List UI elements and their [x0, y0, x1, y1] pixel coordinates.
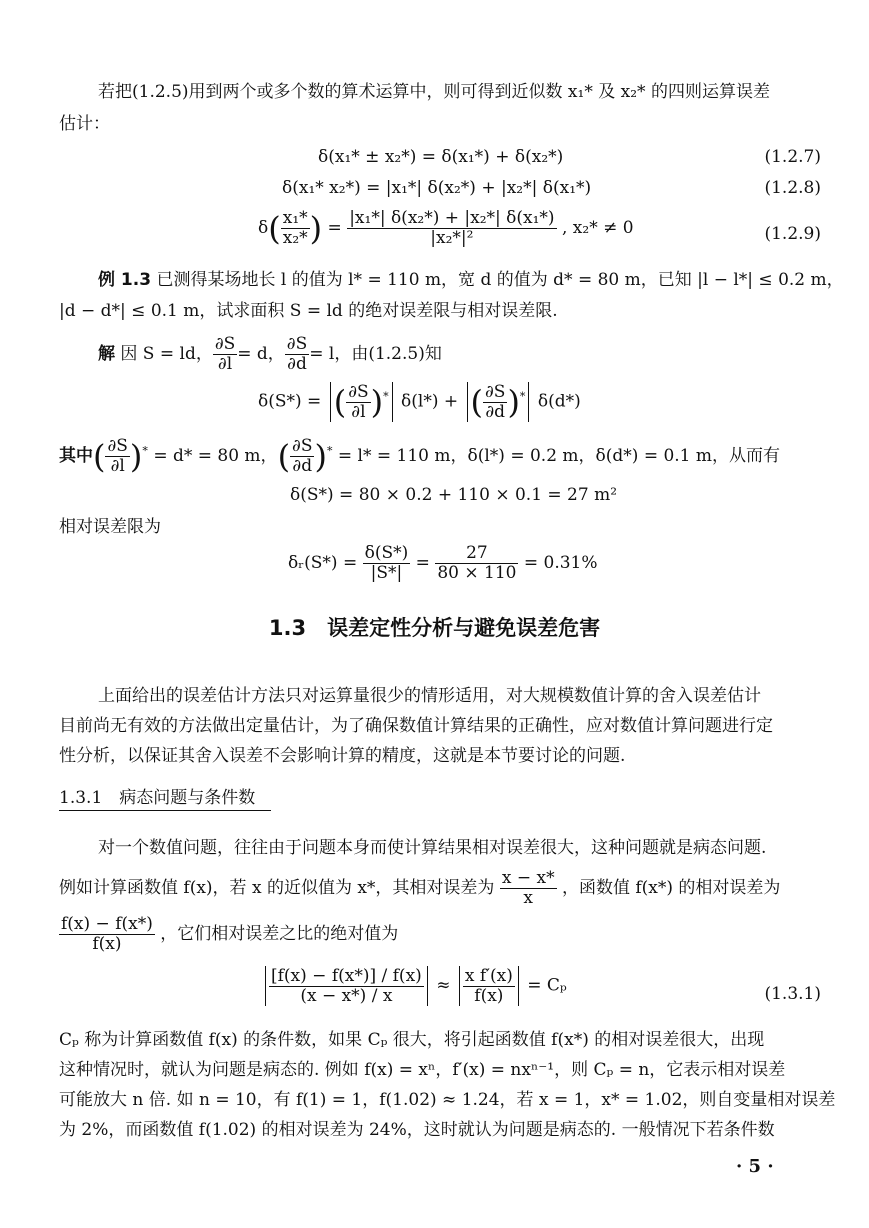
subsection-line-5: 这种情况时，就认为问题是病态的. 例如 f(x) = xⁿ，f′(x) = nxⁿ⁻¹，则 Cₚ = n，它表示相对误差: [59, 1060, 786, 1080]
subsection-para-line-1: 对一个数值问题，往往由于问题本身而使计算结果相对误差很大，这种问题就是病态问题.: [98, 838, 767, 858]
subsection-para-line-3: $\frac{f(x) - f(x*)}{f(x)}$ ，它们相对误差之比的绝对值为: [61, 914, 399, 954]
solution-where-line: 其中( $\frac{\partial S}{\partial l}$ )* = d* = 80 m，( $\frac{\partial S}{\partial d}$ )* = l* = 110 m，δ(l*) = 0.2 m，δ(d*) = 0.1 m，从而有: [59, 436, 781, 476]
example-line-2: |d − d*| ≤ 0.1 m，试求面积 S = ld 的绝对误差限与相对误差限.: [59, 301, 558, 321]
equation-number-1-2-9: (1.2.9): [764, 224, 821, 244]
section-title: 1.3 误差定性分析与避免误差危害: [268, 616, 601, 640]
subsection-para-line-2: 例如计算函数值 f(x)，若 x 的近似值为 x*，其相对误差为 $\frac{x - x*}{x}$ ，函数值 f(x*) 的相对误差为: [59, 868, 781, 908]
section-para-line-2: 目前尚无有效的方法做出定量估计，为了确保数值计算结果的正确性，应对数值计算问题进行定: [59, 716, 773, 736]
fraction-quotient-error: $\frac{\text{|x₁*| δ(x₂*) + |x₂*| δ(x₁*)}}{\text{|x₂*|²}}$: [349, 208, 555, 248]
equation-1-2-9: δ( $\frac{\text{x₁*}}{\text{x₂*}}$ ) = $\frac{\text{|x₁*| δ(x₂*) + |x₂*| δ(x₁*)}}{\text{|x₂*|²}}$ , x₂* ≠ 0: [258, 208, 634, 248]
equation-1-3-1: $\frac{[f(x) - f(x*)] / f(x)}{(x - x*) / x}$ ≈ $\frac{\text{x f′(x)}}{f(x)}$ = Cₚ: [262, 966, 567, 1006]
example-label: 例 1.3: [98, 270, 152, 290]
section-para-line-3: 性分析，以保证其舍入误差不会影响计算的精度，这就是本节要讨论的问题.: [59, 746, 626, 766]
intro-line-1: 若把(1.2.5)用到两个或多个数的算术运算中，则可得到近似数 x₁* 及 x₂* 的四则运算误差: [98, 82, 770, 102]
section-para-line-1: 上面给出的误差估计方法只对运算量很少的情形适用，对大规模数值计算的舍入误差估计: [98, 686, 761, 706]
equation-number-1-2-8: (1.2.8): [764, 178, 821, 198]
equation-number-1-3-1: (1.3.1): [764, 984, 821, 1004]
solution-label: 解: [98, 344, 115, 364]
solution-equation-2: δ(S*) = 80 × 0.2 + 110 × 0.1 = 27 m²: [290, 485, 618, 505]
subsection-line-6: 可能放大 n 倍. 如 n = 10，有 f(1) = 1，f(1.02) ≈ 1.24，若 x = 1，x* = 1.02，则自变量相对误差: [59, 1090, 836, 1110]
equation-number-1-2-7: (1.2.7): [764, 147, 821, 167]
subsection-line-7: 为 2%，而函数值 f(1.02) 的相对误差为 24%，这时就认为问题是病态的. 一般情况下若条件数: [59, 1120, 775, 1140]
intro-line-2: 估计：: [59, 114, 110, 134]
example-line-1: 例 1.3 已测得某场地长 l 的值为 l* = 110 m，宽 d 的值为 d* = 80 m，已知 |l − l*| ≤ 0.2 m，: [98, 270, 844, 290]
page-number: · 5 ·: [736, 1156, 774, 1177]
delta-symbol: δ: [258, 218, 269, 238]
relative-error-label: 相对误差限为: [59, 517, 161, 537]
fraction-x1-over-x2: $\frac{\text{x₁*}}{\text{x₂*}}$: [282, 208, 308, 248]
condition: , x₂* ≠ 0: [561, 218, 634, 238]
solution-equation-3: δᵣ(S*) = $\frac{\delta(S*)}{|S*|}$ = $\frac{27}{80 \times 110}$ = 0.31%: [288, 543, 598, 583]
equation-1-2-7: δ(x₁* ± x₂*) = δ(x₁*) + δ(x₂*): [318, 147, 564, 167]
equation-1-2-8: δ(x₁* x₂*) = |x₁*| δ(x₂*) + |x₂*| δ(x₁*): [282, 178, 592, 198]
subsection-line-4: Cₚ 称为计算函数值 f(x) 的条件数，如果 Cₚ 很大，将引起函数值 f(x*) 的相对误差很大，出现: [59, 1030, 765, 1050]
solution-line-1: 解 因 S = ld， $\frac{\partial S}{\partial l}$ = d， $\frac{\partial S}{\partial d}$ = l，由(1.2.5)知: [98, 334, 442, 374]
subsection-title: 1.3.1 病态问题与条件数: [59, 790, 271, 811]
solution-equation-1: δ(S*) = ( $\frac{\partial S}{\partial l}$ )* δ(l*) + ( $\frac{\partial S}{\partial d}$ )* δ(d*): [258, 381, 581, 422]
